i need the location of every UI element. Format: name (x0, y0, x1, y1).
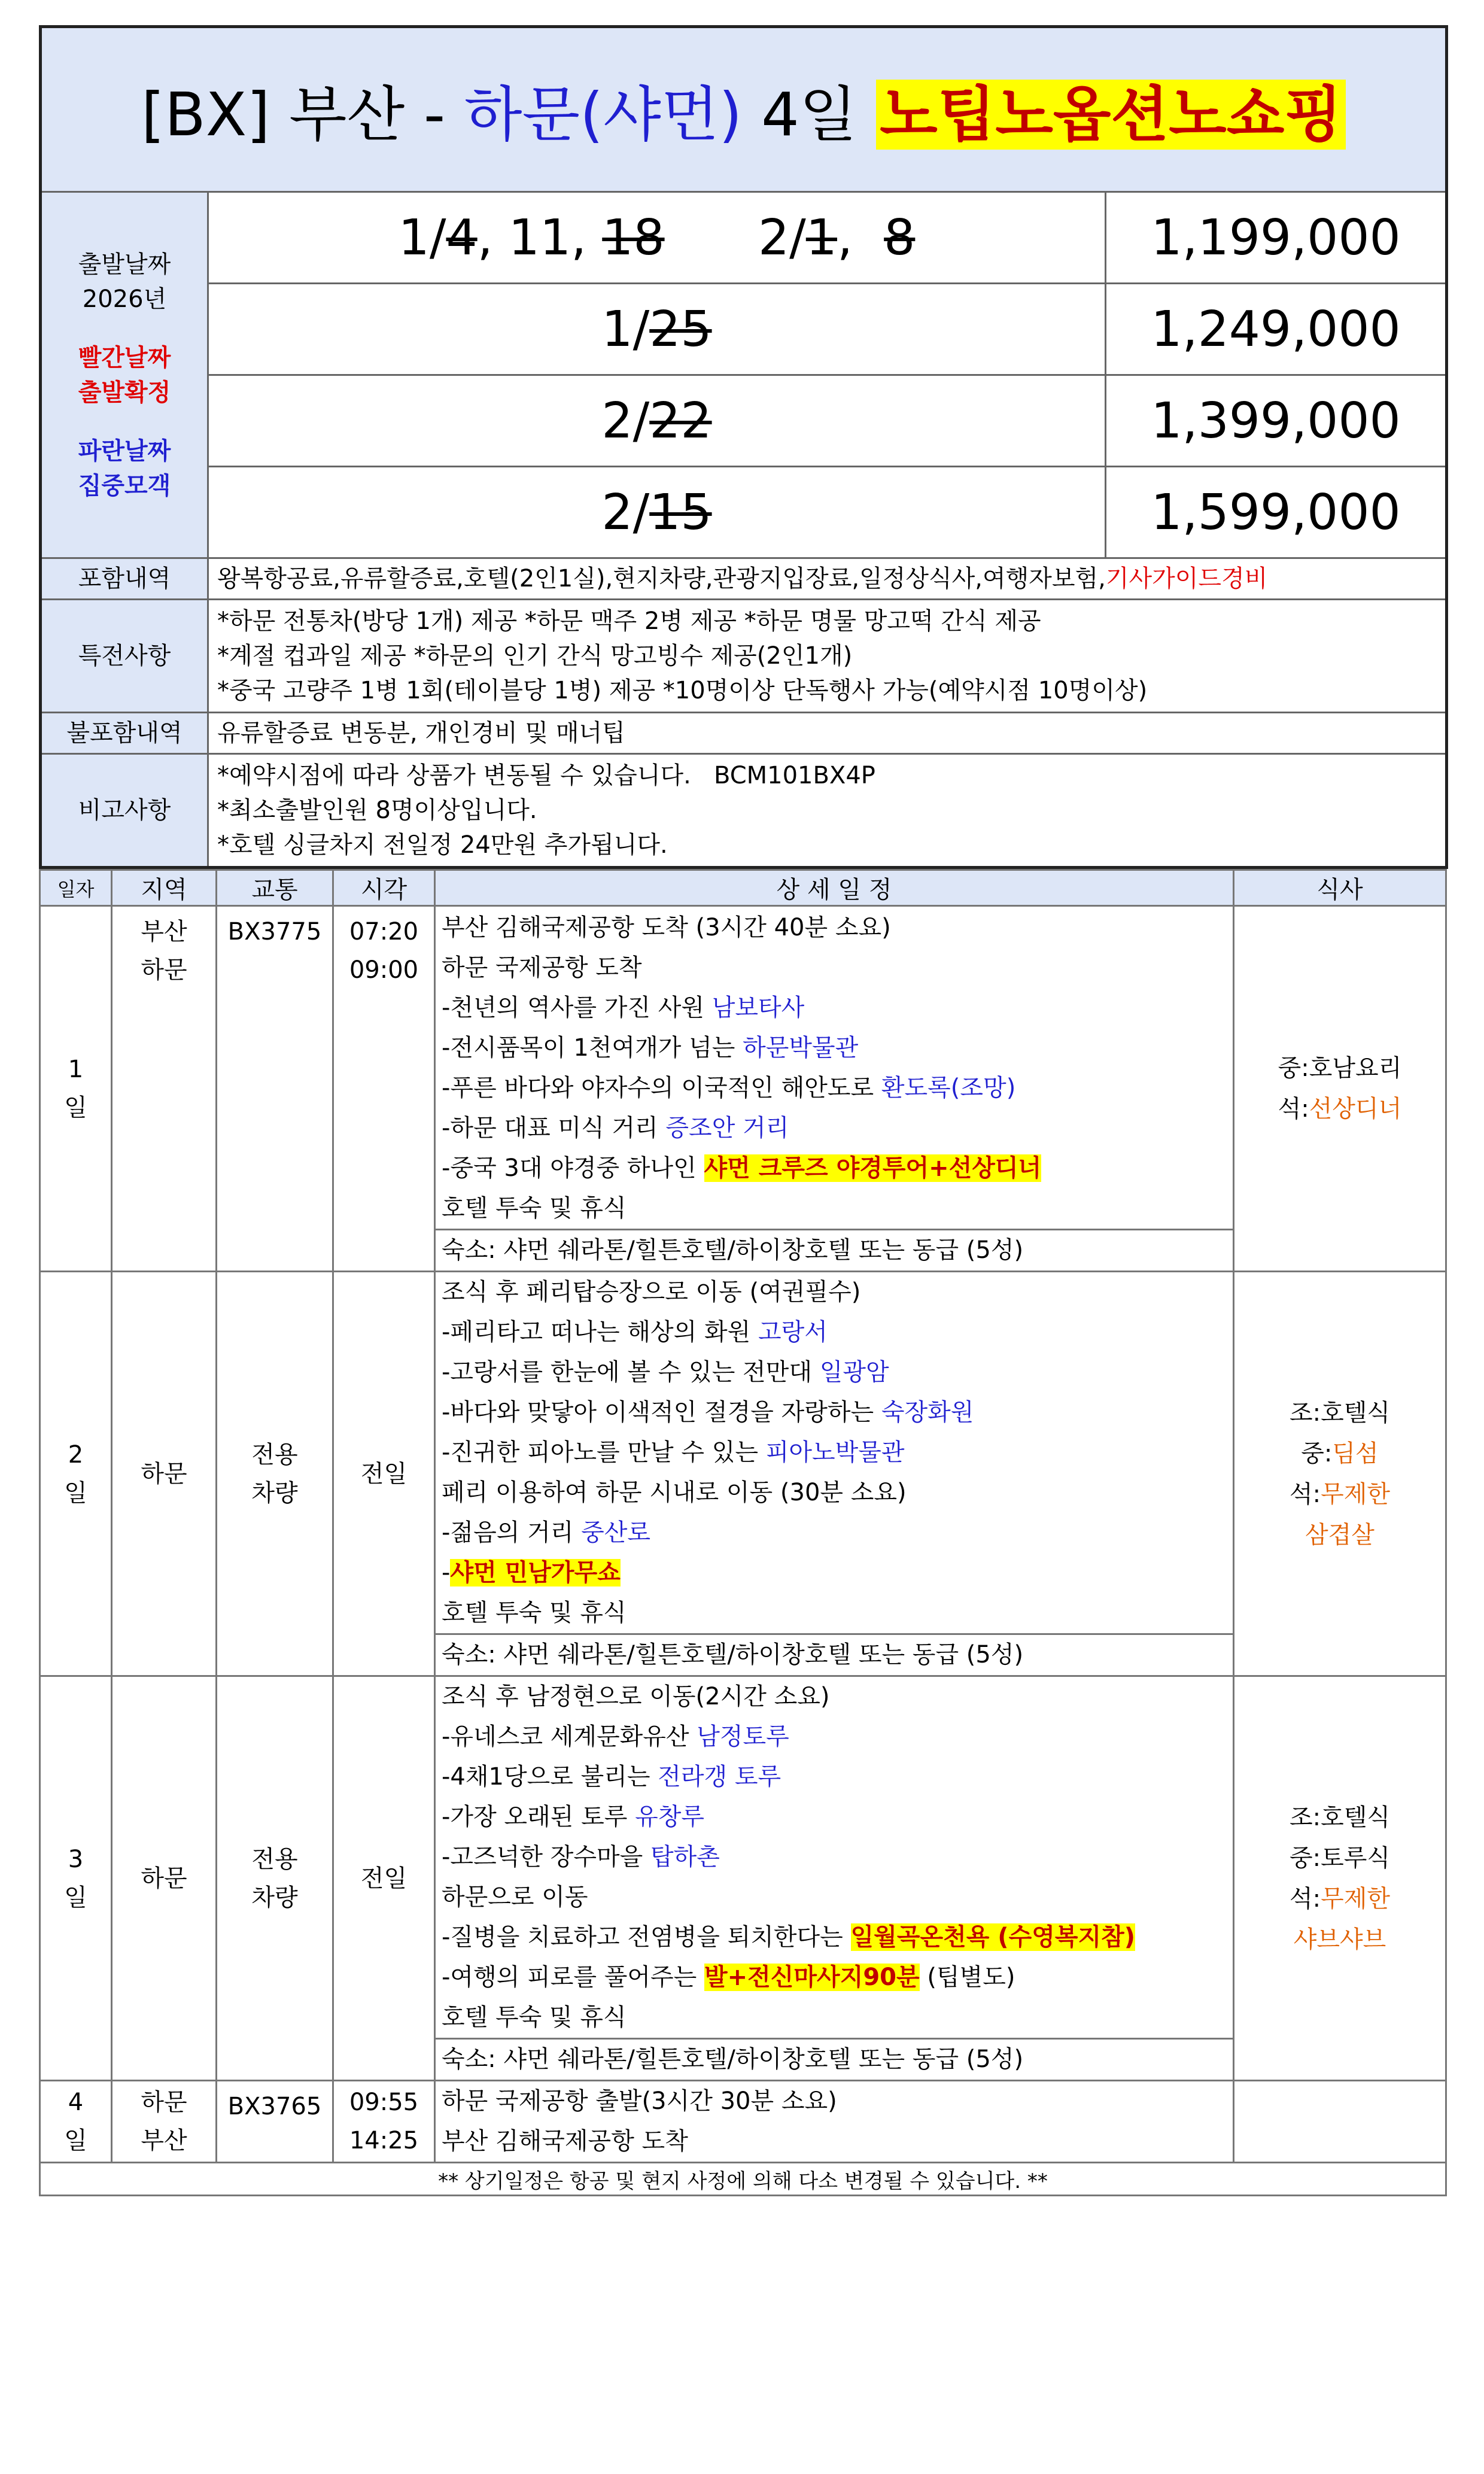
day-detail (435, 1676, 1234, 2081)
meal-line (1234, 1474, 1445, 1515)
detail-text: -바다와 맞닿아 이색적인 절경을 자랑하는 (442, 1399, 881, 1426)
date-day-closed: 25 (649, 300, 712, 358)
attraction-name: 하문박물관 (743, 1034, 859, 1062)
detail-line (436, 1877, 1233, 1917)
highlight-text: 샤먼 크루즈 야경투어+선상디너 (704, 1154, 1042, 1182)
departure-dates (208, 375, 1106, 467)
day-number-digit: 1 (68, 1056, 84, 1083)
detail-line (436, 1917, 1233, 1958)
detail-text: -고랑서를 한눈에 볼 수 있는 전만대 (442, 1358, 820, 1386)
detail-line (436, 1717, 1233, 1757)
summary-table (39, 25, 1448, 869)
detail-lines (436, 1677, 1233, 2038)
title-badge: 노팁노옵션노쇼핑 (876, 80, 1346, 150)
departure-price: 1,199,000 (1106, 192, 1447, 284)
meal-line (1234, 1797, 1445, 1838)
red-date-note: 출발확정 (78, 378, 171, 406)
meal-text: 중:호남요리 (1278, 1054, 1402, 1082)
day-region (112, 906, 217, 1272)
detail-text: 호텔 투숙 및 휴식 (442, 1195, 627, 1222)
time-line: 07:20 (349, 918, 419, 946)
detail-text: -중국 3대 야경중 하나인 (442, 1154, 704, 1182)
detail-line (436, 1593, 1233, 1633)
departure-dates (208, 467, 1106, 558)
meal-text: 선상디너 (1309, 1095, 1402, 1123)
detail-text: 부산 김해국제공항 도착 (3시간 40분 소요) (442, 914, 891, 941)
meal-line (1234, 1919, 1445, 1960)
detail-line (436, 1272, 1233, 1312)
day-transport (217, 2081, 333, 2163)
header-day: 일자 (40, 870, 112, 906)
date-day-closed: 22 (649, 392, 712, 449)
transport-line: BX3775 (227, 918, 322, 946)
meal-text: 샤브샤브 (1293, 1925, 1386, 1953)
day-row (40, 1272, 1446, 1676)
region-line: 하문 (141, 956, 187, 984)
date-text: , (837, 209, 884, 266)
detail-text: 하문 국제공항 도착 (442, 954, 642, 981)
itinerary-sheet (39, 25, 1445, 2196)
time-line: 09:00 (349, 956, 419, 984)
detail-line (436, 1998, 1233, 2038)
included-guide-fee: 기사가이드경비 (1105, 565, 1268, 592)
day-meals (1234, 2081, 1446, 2163)
date-text: 2/ (601, 484, 650, 541)
red-date-note: 빨간날짜 (78, 344, 171, 372)
detail-line (436, 1837, 1233, 1877)
region-line: 하문 (141, 2089, 187, 2116)
attraction-name: 유창루 (635, 1803, 704, 1831)
detail-line (436, 1797, 1233, 1837)
meal-line (1234, 1433, 1445, 1474)
detail-line (436, 908, 1233, 948)
day-meals (1234, 1676, 1446, 2081)
day-row (40, 2081, 1446, 2163)
detail-text: 호텔 투숙 및 휴식 (442, 2004, 627, 2031)
detail-text: -4채1당으로 불리는 (442, 1763, 658, 1791)
hotel-line (436, 1229, 1233, 1271)
day-transport (217, 906, 333, 1272)
attraction-name: 탑하촌 (650, 1843, 720, 1871)
departure-dates (208, 284, 1106, 375)
excluded-text: 유류할증료 변동분, 개인경비 및 매너팁 (208, 713, 1447, 754)
day-number (40, 2081, 112, 2163)
attraction-name: 남보타사 (711, 994, 805, 1022)
page-title (41, 27, 1447, 192)
departure-price: 1,249,000 (1106, 284, 1447, 375)
detail-line (436, 1757, 1233, 1797)
departure-price: 1,399,000 (1106, 375, 1447, 467)
detail-text: -유네스코 세계문화유산 (442, 1723, 697, 1750)
day-region (112, 1676, 217, 2081)
day-number-unit: 일 (64, 2127, 87, 2154)
detail-lines (436, 1272, 1233, 1633)
detail-text: 호텔 투숙 및 휴식 (442, 1599, 627, 1627)
included-items: 왕복항공료,유류할증료,호텔(2인1실),현지차량,관광지입장료,일정상식사,여행자보험, (217, 565, 1106, 592)
meal-line (1234, 1838, 1445, 1879)
meal-line (1234, 1048, 1445, 1089)
detail-text: -하문 대표 미식 거리 (442, 1114, 666, 1142)
highlight-text: 샤먼 민남가무쇼 (450, 1559, 621, 1586)
region-line: 하문 (141, 1864, 187, 1892)
meal-text: 중:토루식 (1289, 1844, 1391, 1872)
hotel-line (436, 2038, 1233, 2080)
meal-text: 석: (1289, 1885, 1321, 1913)
departure-dates (208, 192, 1106, 284)
detail-text: -고즈넉한 장수마을 (442, 1843, 650, 1871)
detail-line (436, 1553, 1233, 1593)
day-time (333, 1676, 435, 2081)
detail-text: - (442, 1559, 451, 1586)
day-number-digit: 2 (68, 1440, 84, 1469)
departure-label-line: 출발날짜 (78, 250, 171, 278)
departure-label-line: 2026년 (82, 285, 167, 313)
highlight-text: 발+전신마사지90분 (704, 1964, 920, 1991)
day-detail (435, 906, 1234, 1272)
detail-text: 부산 김해국제공항 도착 (442, 2127, 688, 2155)
date-day-closed: 15 (649, 484, 712, 541)
day-meals (1234, 906, 1446, 1272)
detail-line (436, 1108, 1233, 1148)
detail-text: 페리 이용하여 하문 시내로 이동 (30분 소요) (442, 1479, 907, 1506)
region-line: 부산 (141, 918, 187, 946)
time-line: 14:25 (349, 2127, 419, 2154)
title-destination: 하문(샤먼) (464, 80, 743, 150)
meal-line (1234, 1515, 1445, 1555)
attraction-name: 중산로 (581, 1519, 650, 1546)
detail-line (436, 1312, 1233, 1353)
detail-text: 조식 후 남정현으로 이동(2시간 소요) (442, 1683, 830, 1710)
detail-line (436, 1148, 1233, 1189)
highlight-text: 일월곡온천욕 (수영복지참) (850, 1923, 1136, 1951)
hotel-text: 숙소: 샤먼 쉐라톤/힐튼호텔/하이창호텔 또는 동급 (5성) (442, 2046, 1024, 2073)
meal-text: 무제한 (1321, 1885, 1391, 1913)
day-number-unit: 일 (64, 1883, 87, 1911)
meal-line (1234, 1879, 1445, 1919)
meal-text: 딤섬 (1332, 1439, 1379, 1467)
header-transport: 교통 (217, 870, 333, 906)
day-number (40, 906, 112, 1272)
attraction-name: 피아노박물관 (765, 1439, 905, 1466)
meal-text: 석: (1289, 1480, 1321, 1508)
blue-date-note: 집중모객 (78, 472, 171, 500)
date-day-closed: 8 (884, 209, 916, 266)
attraction-name: 환도록(조망) (881, 1074, 1016, 1102)
day-region (112, 2081, 217, 2163)
date-text: , 11, (477, 209, 603, 266)
remark-line: *호텔 싱글차지 전일정 24만원 추가됩니다. (217, 831, 668, 859)
date-text: 1/ (601, 300, 650, 358)
detail-line (436, 1068, 1233, 1108)
benefits-label: 특전사항 (41, 600, 208, 713)
blue-date-note: 파란날짜 (78, 437, 171, 465)
included-text (208, 558, 1447, 600)
hotel-text: 숙소: 샤먼 쉐라톤/힐튼호텔/하이창호텔 또는 동급 (5성) (442, 1236, 1024, 1264)
day-transport (217, 1272, 333, 1676)
detail-line (436, 1028, 1233, 1068)
attraction-name: 증조안 거리 (665, 1114, 789, 1142)
detail-text: 하문 국제공항 출발(3시간 30분 소요) (442, 2087, 837, 2115)
detail-text: -여행의 피로를 풀어주는 (442, 1964, 704, 1991)
benefit-line: *계절 컵과일 제공 *하문의 인기 간식 망고빙수 제공(2인1개) (217, 642, 853, 670)
time-line: 전일 (360, 1460, 408, 1488)
day-row (40, 906, 1446, 1272)
attraction-name: 전라갱 토루 (658, 1763, 781, 1791)
day-number (40, 1676, 112, 2081)
departure-label (41, 192, 208, 558)
detail-text: -전시품목이 1천여개가 넘는 (442, 1034, 743, 1062)
meal-text: 무제한 (1321, 1480, 1391, 1508)
title-prefix: [BX] 부산 - (141, 80, 464, 150)
benefit-line: *하문 전통차(방당 1개) 제공 *하문 맥주 2병 제공 *하문 명물 망고떡 간식 제공 (217, 607, 1041, 635)
detail-line (436, 1958, 1233, 1998)
transport-line: 차량 (251, 1883, 298, 1911)
date-day-closed: 1 (805, 209, 837, 266)
date-day-closed: 4 (446, 209, 478, 266)
region-line: 부산 (141, 2127, 187, 2154)
detail-text: (팁별도) (919, 1964, 1015, 1991)
day-number (40, 1272, 112, 1676)
detail-text: 하문으로 이동 (442, 1883, 588, 1911)
detail-line (436, 1473, 1233, 1513)
detail-line (436, 2122, 1233, 2162)
detail-line (436, 1433, 1233, 1473)
detail-line (436, 1393, 1233, 1433)
meal-text: 석: (1278, 1095, 1309, 1123)
remarks-label: 비고사항 (41, 754, 208, 868)
day-detail (435, 2081, 1234, 2163)
day-time (333, 906, 435, 1272)
meal-text: 조:호텔식 (1289, 1399, 1391, 1427)
day-time (333, 1272, 435, 1676)
meal-line (1234, 1393, 1445, 1433)
header-detail: 상 세 일 정 (435, 870, 1234, 906)
transport-line: 차량 (251, 1479, 298, 1507)
attraction-name: 남정토루 (697, 1723, 789, 1750)
detail-text: -페리타고 떠나는 해상의 화원 (442, 1318, 758, 1346)
day-number-digit: 4 (68, 2089, 84, 2116)
detail-text: 조식 후 페리탑승장으로 이동 (여권필수) (442, 1278, 861, 1306)
detail-text: -질병을 치료하고 전염병을 퇴치한다는 (442, 1923, 851, 1951)
detail-text: -천년의 역사를 가진 사원 (442, 994, 712, 1022)
attraction-name: 숙장화원 (881, 1399, 974, 1426)
remarks-text (208, 754, 1447, 868)
detail-line (436, 1513, 1233, 1553)
header-time: 시각 (333, 870, 435, 906)
date-text: 2/ (601, 392, 650, 449)
attraction-name: 일광암 (819, 1358, 889, 1386)
detail-line (436, 2081, 1233, 2122)
meal-text: 조:호텔식 (1289, 1803, 1391, 1831)
included-label: 포함내역 (41, 558, 208, 600)
transport-line: 전용 (251, 1845, 298, 1873)
region-line: 하문 (141, 1460, 187, 1488)
detail-lines (436, 907, 1233, 1229)
remark-line: *최소출발인원 8명이상입니다. (217, 797, 537, 824)
day-region (112, 1272, 217, 1676)
detail-text: -진귀한 피아노를 만날 수 있는 (442, 1439, 766, 1466)
detail-line (436, 1353, 1233, 1393)
day-row (40, 1676, 1446, 2081)
detail-lines (436, 2081, 1233, 2162)
title-days: 4일 (742, 80, 877, 150)
date-text: 2/ (664, 209, 806, 266)
day-number-unit: 일 (64, 1094, 87, 1121)
transport-line: 전용 (251, 1440, 298, 1469)
detail-line (436, 1189, 1233, 1229)
benefit-line: *중국 고량주 1병 1회(테이블당 1병) 제공 *10명이상 단독행사 가능(예약시점 10명이상) (217, 677, 1148, 704)
meal-text: 삼겹살 (1305, 1521, 1374, 1549)
day-number-digit: 3 (68, 1845, 84, 1873)
meal-line (1234, 1089, 1445, 1129)
day-number-unit: 일 (64, 1479, 87, 1507)
day-transport (217, 1676, 333, 2081)
day-detail (435, 1272, 1234, 1676)
hotel-text: 숙소: 샤먼 쉐라톤/힐튼호텔/하이창호텔 또는 동급 (5성) (442, 1641, 1024, 1668)
day-time (333, 2081, 435, 2163)
header-region: 지역 (112, 870, 217, 906)
benefits-text (208, 600, 1447, 713)
header-meals: 식사 (1234, 870, 1446, 906)
detail-text: -젊음의 거리 (442, 1519, 582, 1546)
schedule-footnote: ** 상기일정은 항공 및 현지 사정에 의해 다소 변경될 수 있습니다. ** (40, 2163, 1446, 2196)
meal-text: 중: (1301, 1439, 1333, 1467)
detail-line (436, 988, 1233, 1028)
detail-text: -가장 오래된 토루 (442, 1803, 635, 1831)
schedule-table (39, 869, 1447, 2196)
day-meals (1234, 1272, 1446, 1676)
date-day-closed: 18 (602, 209, 665, 266)
attraction-name: 고랑서 (758, 1318, 828, 1346)
time-line: 전일 (360, 1864, 408, 1892)
transport-line: BX3765 (227, 2093, 322, 2120)
hotel-line (436, 1633, 1233, 1675)
detail-line (436, 948, 1233, 988)
departure-price: 1,599,000 (1106, 467, 1447, 558)
remark-line: *예약시점에 따라 상품가 변동될 수 있습니다. BCM101BX4P (217, 762, 875, 789)
date-text: 1/ (398, 209, 446, 266)
excluded-label: 불포함내역 (41, 713, 208, 754)
detail-line (436, 1677, 1233, 1717)
detail-text: -푸른 바다와 야자수의 이국적인 해안도로 (442, 1074, 881, 1102)
time-line: 09:55 (349, 2089, 419, 2116)
